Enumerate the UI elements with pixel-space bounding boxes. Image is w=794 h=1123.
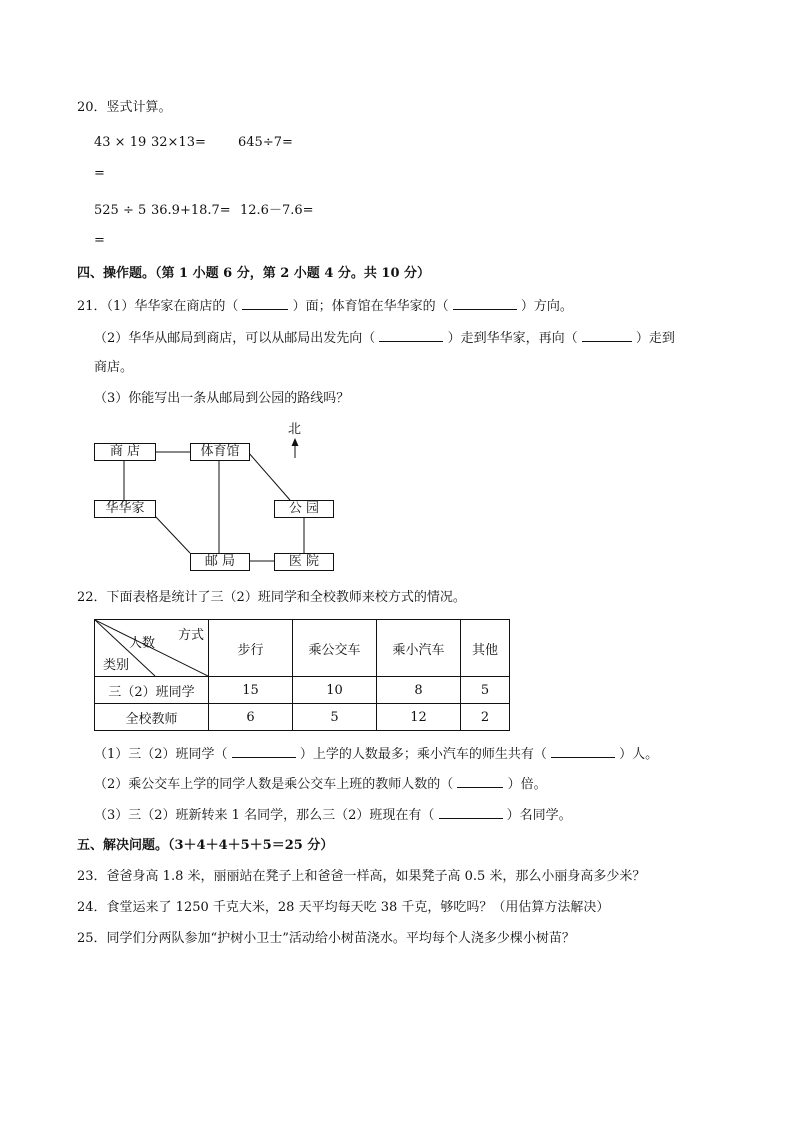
q22-part3-text-a: （3）三（2）班新转来 1 名同学，那么三（2）班现在有（ [94,808,435,823]
q22-blank-4[interactable] [439,807,503,819]
table-row [95,704,510,731]
q21-part2-text-a: （2）华华从邮局到商店，可以从邮局出发先向（ [94,331,376,346]
q22-part3-text-b: ）名同学。 [506,808,572,823]
q20-expr-6: 12.6－7.6= [240,203,314,218]
map-node-shop: 商 店 [94,443,156,461]
column-header-car: 乘小汽车 [377,620,461,677]
column-header-walk: 步行 [209,620,293,677]
table-cell: 10 [293,677,377,704]
q22-blank-1[interactable] [232,746,296,758]
map-node-park: 公 园 [274,500,334,518]
q25-text: 25．同学们分两队参加“护树小卫士”活动给小树苗浇水。平均每个人浇多少棵小树苗？ [77,931,575,946]
row-label: 全校教师 [95,704,209,731]
road-gym-park [248,452,290,500]
table-cell: 8 [377,677,461,704]
q21-part1-text-a: 21．（1）华华家在商店的（ [77,299,239,314]
corner-label-count: 人数 [129,636,156,651]
corner-label-mode: 方式 [177,628,204,643]
map-node-hospital: 医 院 [274,553,334,571]
map-node-post-office: 邮 局 [190,553,250,571]
map-north-label: 北 [288,422,302,437]
corner-label-category: 类别 [103,658,130,673]
stats-table [94,619,510,731]
q22-part1-text-a: （1）三（2）班同学（ [94,747,228,762]
q22-blank-3[interactable] [457,776,503,788]
q22-blank-2[interactable] [551,746,615,758]
map-node-home: 华华家 [94,500,156,518]
table-corner-cell [95,620,209,677]
table-cell: 5 [293,704,377,731]
q20-expr-4: 525 ÷ 5 [94,203,147,218]
q22-part1-text-b: ）上学的人数最多；乘小汽车的师生共有（ [299,747,547,762]
q21-part2-cont: 商店。 [94,360,134,375]
road-home-post [155,516,190,553]
map-node-gym: 体育馆 [190,443,250,461]
q20-expr-2: 32×13= [151,135,206,150]
q20-expr-1: 43 × 19 [94,135,147,150]
north-arrow-icon [292,438,299,446]
q22-part3 [94,807,572,824]
q21-part1-text-b: ）面；体育馆在华华家的（ [292,299,449,314]
q21-part3: （3）你能写出一条从邮局到公园的路线吗？ [94,391,350,406]
q23-text: 23．爸爸身高 1.8 米，丽丽站在凳子上和爸爸一样高，如果凳子高 0.5 米，那么小丽身高多少米？ [77,869,646,884]
table-row [95,677,510,704]
table-cell: 6 [209,704,293,731]
q20-expr-5: 36.9+18.7= [151,203,231,218]
q21-part1-text-c: ）方向。 [520,299,573,314]
q22-part2 [94,776,547,793]
table-cell: 2 [461,704,510,731]
q20-equals-2: = [94,233,105,248]
section-5-title: 五、解决问题。（3＋4＋4＋5＋5＝25 分） [77,838,334,853]
q22-part2-text-a: （2）乘公交车上学的同学人数是乘公交车上班的教师人数的（ [94,777,454,792]
table-cell: 15 [209,677,293,704]
column-header-other: 其他 [461,620,510,677]
row-label: 三（2）班同学 [95,677,209,704]
q22-title: 22．下面表格是统计了三（2）班同学和全校教师来校方式的情况。 [77,590,466,605]
q22-part2-text-b: ）倍。 [507,777,547,792]
q20-expr-3: 645÷7= [238,135,293,150]
table-cell: 12 [377,704,461,731]
table-cell: 5 [461,677,510,704]
q20-equals-1: = [94,166,105,181]
q22-part1 [94,746,658,763]
q21-part2-text-b: ）走到华华家，再向（ [447,331,578,346]
q21-part2-text-c: ）走到 [635,331,675,346]
q22-part1-text-c: ）人。 [619,747,659,762]
q24-text: 24．食堂运来了 1250 千克大米，28 天平均每天吃 38 千克，够吃吗？（用估算方法解决） [77,900,610,915]
column-header-bus: 乘公交车 [293,620,377,677]
section-4-title: 四、操作题。（第 1 小题 6 分，第 2 小题 4 分。共 10 分） [77,266,431,281]
q20-title: 20．竖式计算。 [77,100,172,115]
